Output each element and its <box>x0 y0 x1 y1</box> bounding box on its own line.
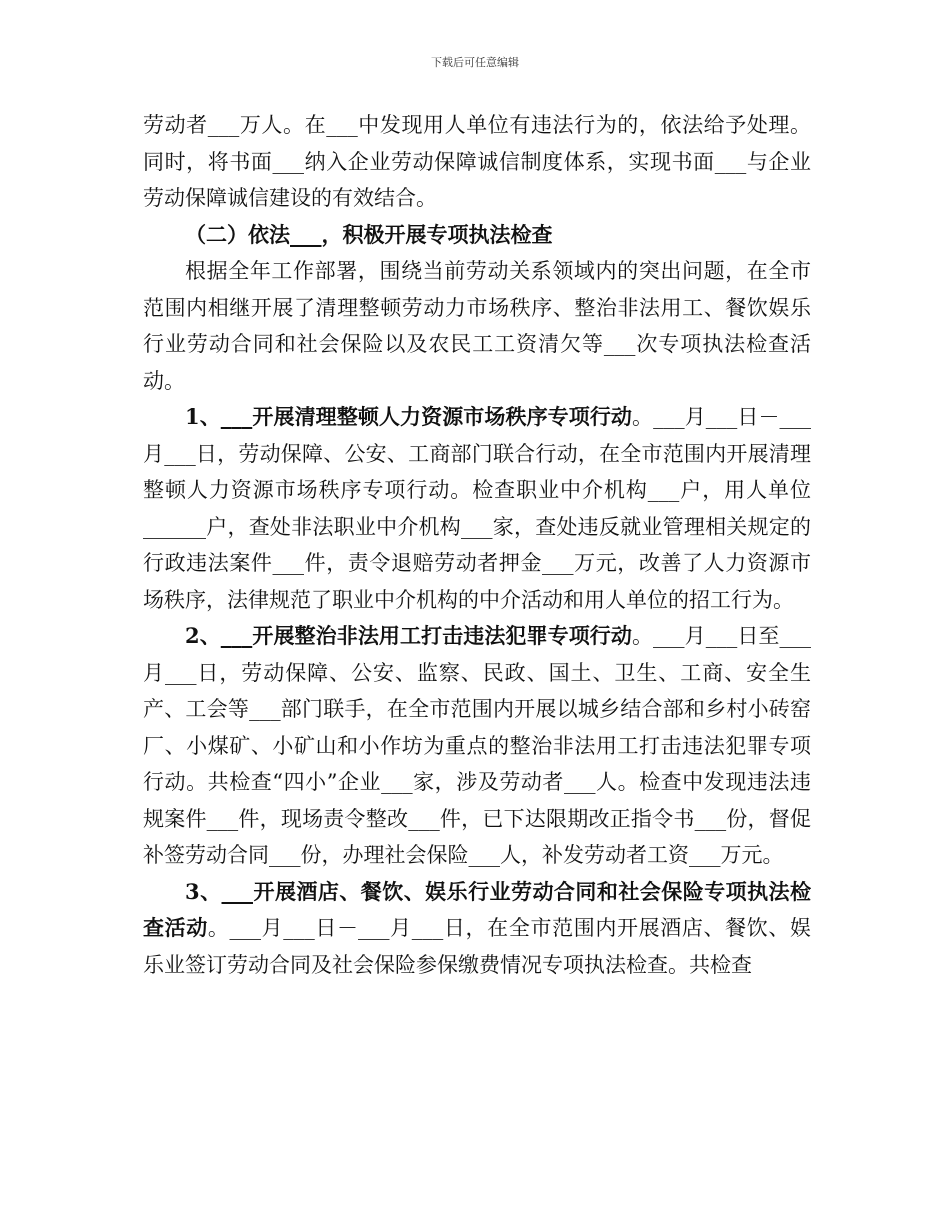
section-heading: （二）依法___，积极开展专项执法检查 <box>185 221 553 247</box>
item-heading: 2、___开展整治非法用工打击违法犯罪专项行动 <box>185 623 632 648</box>
paragraph-body: 根据全年工作部署，围绕当前劳动关系领域内的突出问题，在全市范围内相继开展了清理整顿劳动力市场秩序、整治非法用工、餐饮娱乐行业劳动合同和社会保险以及农民工工资清欠等___次专项执法检查活动。 <box>143 259 811 393</box>
document-body <box>143 107 811 983</box>
list-item-2 <box>143 618 811 874</box>
item-heading: 1、___开展清理整顿人力资源市场秩序专项行动 <box>185 404 633 429</box>
list-item-1 <box>143 399 811 618</box>
item-text: 。___月___日－___月___日，劳动保障、公安、工商部门联合行动，在全市范围内开展清理整顿人力资源市场秩序专项行动。检查职业中介机构___户，用人单位______户，查处非法职业中介机构___家，查处违反就业管理相关规定的行政违法案件___件，责令退赔劳动者押金___万元，改善了人力资源市场秩序，法律规范了职业中介机构的中介活动和用人单位的招工行为。 <box>143 405 811 612</box>
item-text: 。___月___日－___月___日，在全市范围内开展酒店、餐饮、娱乐业签订劳动合同及社会保险参保缴费情况专项执法检查。共检查 <box>143 916 811 977</box>
item-text: 。___月___日至___月___日，劳动保障、公安、监察、民政、国土、卫生、工商、安全生产、工会等___部门联手，在全市范围内开展以城乡结合部和乡村小砖窑厂、小煤矿、小矿山和小作坊为重点的整治非法用工打击违法犯罪专项行动。共检查“四小”企业___家，涉及劳动者___人。检查中发现违法违规案件___件，现场责令整改___件，已下达限期改正指令书___份，督促补签劳动合同___份，办理社会保险___人，补发劳动者工资___万元。 <box>143 624 811 867</box>
paragraph-continuation: 劳动者___万人。在___中发现用人单位有违法行为的，依法给予处理。同时，将书面___纳入企业劳动保障诚信制度体系，实现书面___与企业劳动保障诚信建设的有效结合。 <box>143 113 811 210</box>
page-header: 下载后可任意编辑 <box>431 56 519 69</box>
item-heading: 3、___开展酒店、餐饮、娱乐行业劳动合同和社会保险专项执法检查活动 <box>143 878 811 940</box>
list-item-3 <box>143 874 811 984</box>
